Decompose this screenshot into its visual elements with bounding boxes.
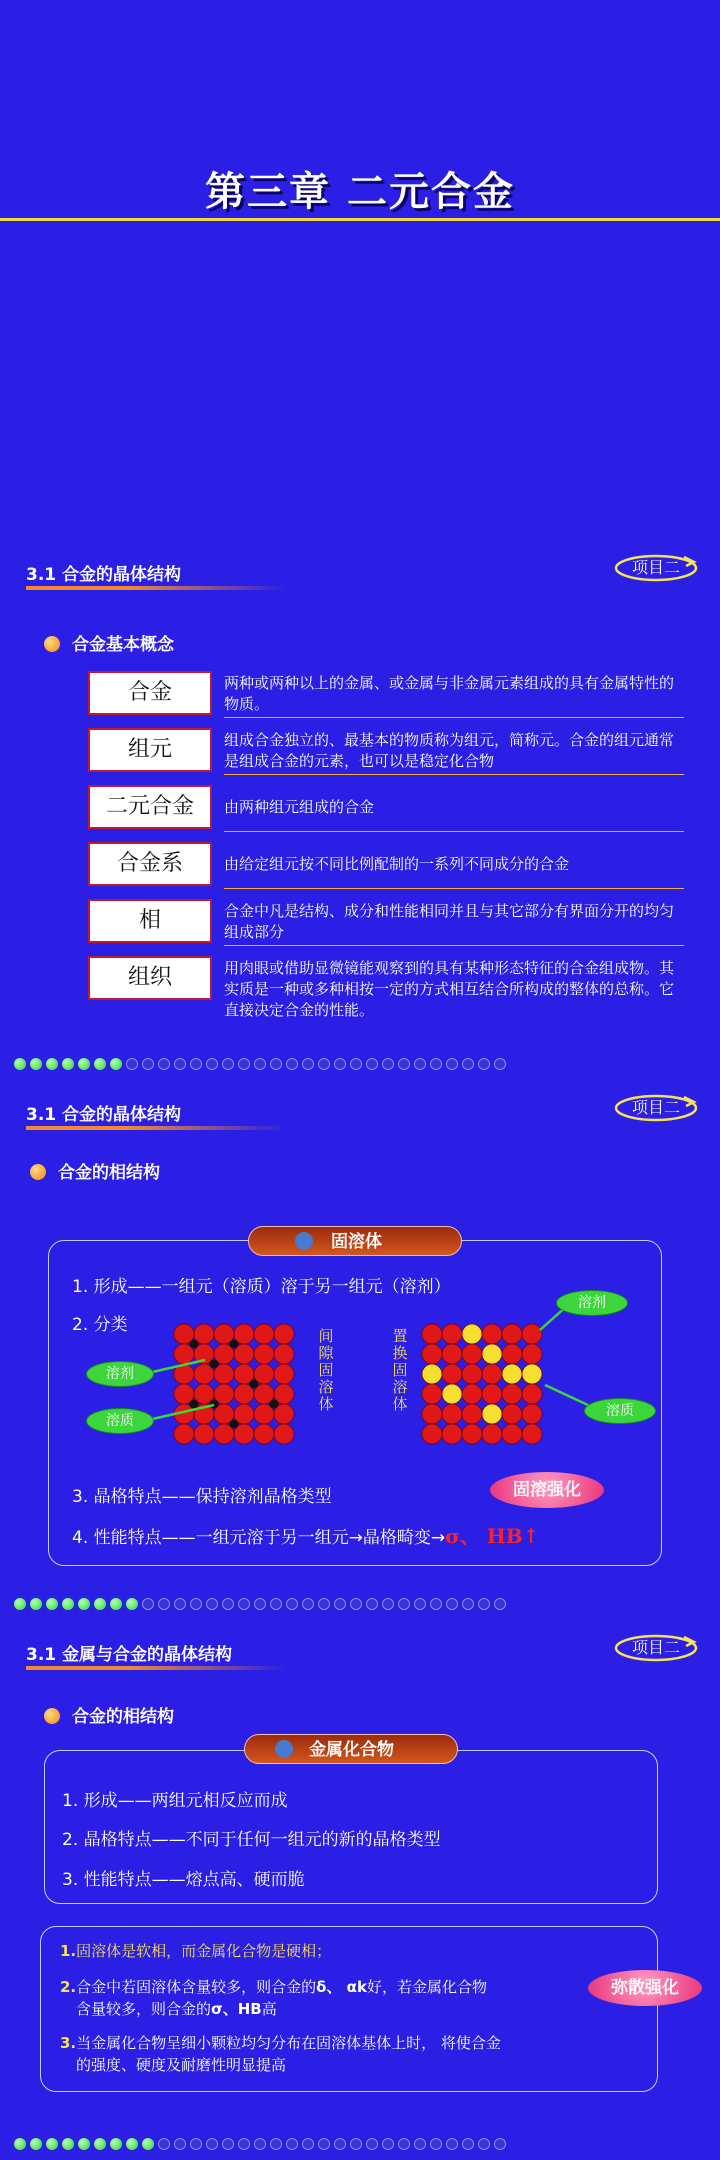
section-title: 3.1 合金的晶体结构 — [26, 565, 182, 585]
progress-dot — [142, 1058, 154, 1070]
point-formation: 1. 形成——两组元相反应而成 — [62, 1791, 288, 1811]
progress-dot — [110, 2138, 122, 2150]
progress-dot — [302, 1598, 314, 1610]
c2-symbols-b: σ、HB — [211, 2000, 262, 2018]
conclusion-3 — [60, 2032, 620, 2076]
c2-text-a: 合金中若固溶体含量较多，则合金的 — [76, 1978, 317, 1996]
progress-dot — [94, 1058, 106, 1070]
progress-dot — [318, 1058, 330, 1070]
substitutional-label: 置换固溶体 — [392, 1327, 408, 1413]
progress-dot — [366, 1598, 378, 1610]
progress-dot — [62, 1058, 74, 1070]
bullet-text: 合金的相结构 — [72, 1707, 174, 1727]
progress-dot — [398, 1058, 410, 1070]
project-badge[interactable] — [614, 554, 698, 582]
term-definition: 合金中凡是结构、成分和性能相同并且与其它部分有界面分开的均匀组成部分 — [224, 902, 675, 941]
definition-divider — [224, 774, 684, 775]
progress-dot — [270, 2138, 282, 2150]
pill-label: 金属化合物 — [309, 1740, 394, 1760]
section-title: 3.1 金属与合金的晶体结构 — [26, 1645, 233, 1665]
progress-dot — [46, 1058, 58, 1070]
section-pill — [244, 1734, 458, 1764]
c2-number: 2. — [60, 1978, 77, 1996]
c3-text-a: 当金属化合物呈细小颗粒均匀分布在固溶体基体上时， 将使合金 — [76, 2034, 501, 2052]
progress-dot — [350, 2138, 362, 2150]
progress-dot — [238, 1058, 250, 1070]
progress-dot — [254, 1058, 266, 1070]
definition-divider — [224, 888, 684, 889]
progress-dot — [430, 2138, 442, 2150]
progress-dot — [494, 1058, 506, 1070]
c2-text-c: 含量较多，则合金的 — [76, 2000, 212, 2018]
definition-divider — [224, 831, 684, 832]
section-underline — [26, 1666, 286, 1670]
project-label: 项目二 — [631, 558, 680, 577]
progress-dot — [78, 1058, 90, 1070]
title-rule — [0, 218, 720, 221]
progress-dot — [446, 1598, 458, 1610]
pill-dot-icon — [275, 1740, 293, 1758]
c3-number: 3. — [60, 2034, 77, 2052]
slide-solid-solution — [0, 1080, 720, 1620]
solvent-callout: 溶剂 — [556, 1290, 628, 1316]
progress-dot — [318, 1598, 330, 1610]
progress-dot — [14, 1058, 26, 1070]
progress-dot — [222, 2138, 234, 2150]
progress-dot — [206, 1598, 218, 1610]
progress-dot — [206, 1058, 218, 1070]
bullet-text: 合金的相结构 — [58, 1163, 160, 1183]
properties-symbols: σ、 HB↑ — [445, 1524, 540, 1548]
progress-dot — [126, 1058, 138, 1070]
progress-dot — [462, 1598, 474, 1610]
progress-dot — [158, 1058, 170, 1070]
progress-dot — [286, 1058, 298, 1070]
progress-dot — [14, 1598, 26, 1610]
progress-dot — [334, 1598, 346, 1610]
progress-dot — [270, 1598, 282, 1610]
term-box: 相 — [88, 899, 212, 943]
progress-dot — [478, 1598, 490, 1610]
strengthening-callout: 弥散强化 — [588, 1970, 702, 2006]
term-box: 组元 — [88, 728, 212, 772]
solute-callout: 溶质 — [86, 1408, 154, 1434]
progress-dot — [350, 1058, 362, 1070]
progress-dot — [382, 1598, 394, 1610]
progress-dot — [190, 1058, 202, 1070]
progress-dot — [30, 1598, 42, 1610]
conclusion-2 — [60, 1976, 600, 2020]
progress-dot — [142, 2138, 154, 2150]
progress-dot — [126, 1598, 138, 1610]
progress-dot — [398, 2138, 410, 2150]
point-classification: 2. 分类 — [72, 1315, 128, 1335]
progress-dot — [142, 1598, 154, 1610]
progress-dot — [222, 1598, 234, 1610]
progress-dot — [430, 1058, 442, 1070]
progress-dot — [350, 1598, 362, 1610]
section-title: 3.1 合金的晶体结构 — [26, 1105, 182, 1125]
progress-dot — [46, 2138, 58, 2150]
project-label: 项目二 — [631, 1098, 680, 1117]
point-properties: 3. 性能特点——熔点高、硬而脆 — [62, 1870, 305, 1890]
progress-dot — [270, 1058, 282, 1070]
progress-dot — [30, 2138, 42, 2150]
definition-divider — [224, 945, 684, 946]
solute-callout: 溶质 — [584, 1398, 656, 1424]
progress-dot — [286, 2138, 298, 2150]
progress-dot — [334, 2138, 346, 2150]
progress-dot — [62, 1598, 74, 1610]
properties-text: 4. 性能特点——一组元溶于另一组元→晶格畸变→ — [72, 1528, 446, 1548]
bullet-heading — [44, 1702, 174, 1727]
progress-dot — [254, 1598, 266, 1610]
progress-dots — [14, 1058, 510, 1072]
term-box: 二元合金 — [88, 785, 212, 829]
progress-dot — [494, 1598, 506, 1610]
progress-dot — [14, 2138, 26, 2150]
progress-dot — [110, 1598, 122, 1610]
progress-dot — [78, 2138, 90, 2150]
progress-dot — [446, 2138, 458, 2150]
progress-dot — [414, 1598, 426, 1610]
progress-dot — [78, 1598, 90, 1610]
point-lattice: 2. 晶格特点——不同于任何一组元的新的晶格类型 — [62, 1830, 441, 1850]
strengthening-callout: 固溶强化 — [490, 1472, 604, 1508]
progress-dot — [94, 2138, 106, 2150]
pill-label: 固溶体 — [331, 1232, 382, 1252]
progress-dot — [446, 1058, 458, 1070]
progress-dot — [398, 1598, 410, 1610]
solvent-callout: 溶剂 — [86, 1361, 154, 1387]
progress-dot — [126, 2138, 138, 2150]
chapter-title: 第三章 二元合金 — [205, 169, 515, 215]
term-box: 合金系 — [88, 842, 212, 886]
term-box: 合金 — [88, 671, 212, 715]
progress-dot — [254, 2138, 266, 2150]
progress-dot — [382, 1058, 394, 1070]
progress-dot — [286, 1598, 298, 1610]
c3-text-b: 的强度、硬度及耐磨性明显提高 — [76, 2056, 287, 2074]
point-lattice: 3. 晶格特点——保持溶剂晶格类型 — [72, 1487, 332, 1507]
progress-dot — [30, 1058, 42, 1070]
point-properties — [72, 1520, 539, 1549]
progress-dot — [238, 1598, 250, 1610]
progress-dot — [158, 1598, 170, 1610]
progress-dot — [174, 1058, 186, 1070]
title-slide — [0, 0, 720, 540]
interstitial-label: 间隙固溶体 — [318, 1327, 334, 1413]
progress-dot — [94, 1598, 106, 1610]
c1-number: 1. — [60, 1942, 77, 1960]
section-underline — [26, 586, 286, 590]
term-definition: 两种或两种以上的金属、或金属与非金属元素组成的具有金属特性的物质。 — [224, 674, 675, 713]
c2-text-d: 高 — [261, 2000, 277, 2018]
bullet-text: 合金基本概念 — [72, 635, 174, 655]
c2-text-b: 好，若金属化合物 — [366, 1978, 487, 1996]
progress-dot — [46, 1598, 58, 1610]
progress-dot — [110, 1058, 122, 1070]
progress-dot — [414, 2138, 426, 2150]
progress-dot — [302, 1058, 314, 1070]
progress-dot — [158, 2138, 170, 2150]
progress-dot — [478, 1058, 490, 1070]
c1-text: 固溶体是软相，而金属化合物是硬相； — [76, 1942, 332, 1960]
point-formation: 1. 形成——一组元（溶质）溶于另一组元（溶剂） — [72, 1277, 451, 1297]
progress-dot — [414, 1058, 426, 1070]
progress-dot — [462, 1058, 474, 1070]
progress-dot — [174, 2138, 186, 2150]
progress-dot — [478, 2138, 490, 2150]
conclusion-1 — [60, 1940, 331, 1962]
progress-dots — [14, 2138, 510, 2152]
term-definition: 组成合金独立的、最基本的物质称为组元，简称元。合金的组元通常是组成合金的元素，也可以是稳定化合物 — [224, 731, 675, 770]
progress-dot — [62, 2138, 74, 2150]
progress-dot — [222, 1058, 234, 1070]
project-label: 项目二 — [631, 1638, 680, 1657]
definition-divider — [224, 717, 684, 718]
progress-dot — [318, 2138, 330, 2150]
term-definition: 由给定组元按不同比例配制的一系列不同成分的合金 — [224, 855, 570, 873]
progress-dot — [174, 1598, 186, 1610]
slide-intermetallic — [0, 1620, 720, 2160]
c2-symbols-a: δ、 αk — [316, 1978, 367, 1996]
term-box: 组织 — [88, 956, 212, 1000]
progress-dot — [366, 2138, 378, 2150]
project-badge[interactable] — [614, 1634, 698, 1662]
progress-dot — [334, 1058, 346, 1070]
progress-dot — [190, 2138, 202, 2150]
progress-dot — [366, 1058, 378, 1070]
term-definition: 用肉眼或借助显微镜能观察到的具有某种形态特征的合金组成物。其实质是一种或多种相按一定的方式相互结合所构成的整体的总称。它直接决定合金的性能。 — [224, 959, 675, 1019]
progress-dot — [238, 2138, 250, 2150]
bullet-heading — [44, 630, 174, 655]
progress-dot — [206, 2138, 218, 2150]
orange-bullet-icon — [44, 636, 60, 652]
progress-dot — [302, 2138, 314, 2150]
progress-dot — [462, 2138, 474, 2150]
progress-dot — [190, 1598, 202, 1610]
slide-alloy-concepts — [0, 540, 720, 1080]
orange-bullet-icon — [44, 1708, 60, 1724]
progress-dot — [430, 1598, 442, 1610]
progress-dot — [494, 2138, 506, 2150]
term-definition: 由两种组元组成的合金 — [224, 798, 375, 816]
progress-dot — [382, 2138, 394, 2150]
progress-dots — [14, 1598, 510, 1612]
